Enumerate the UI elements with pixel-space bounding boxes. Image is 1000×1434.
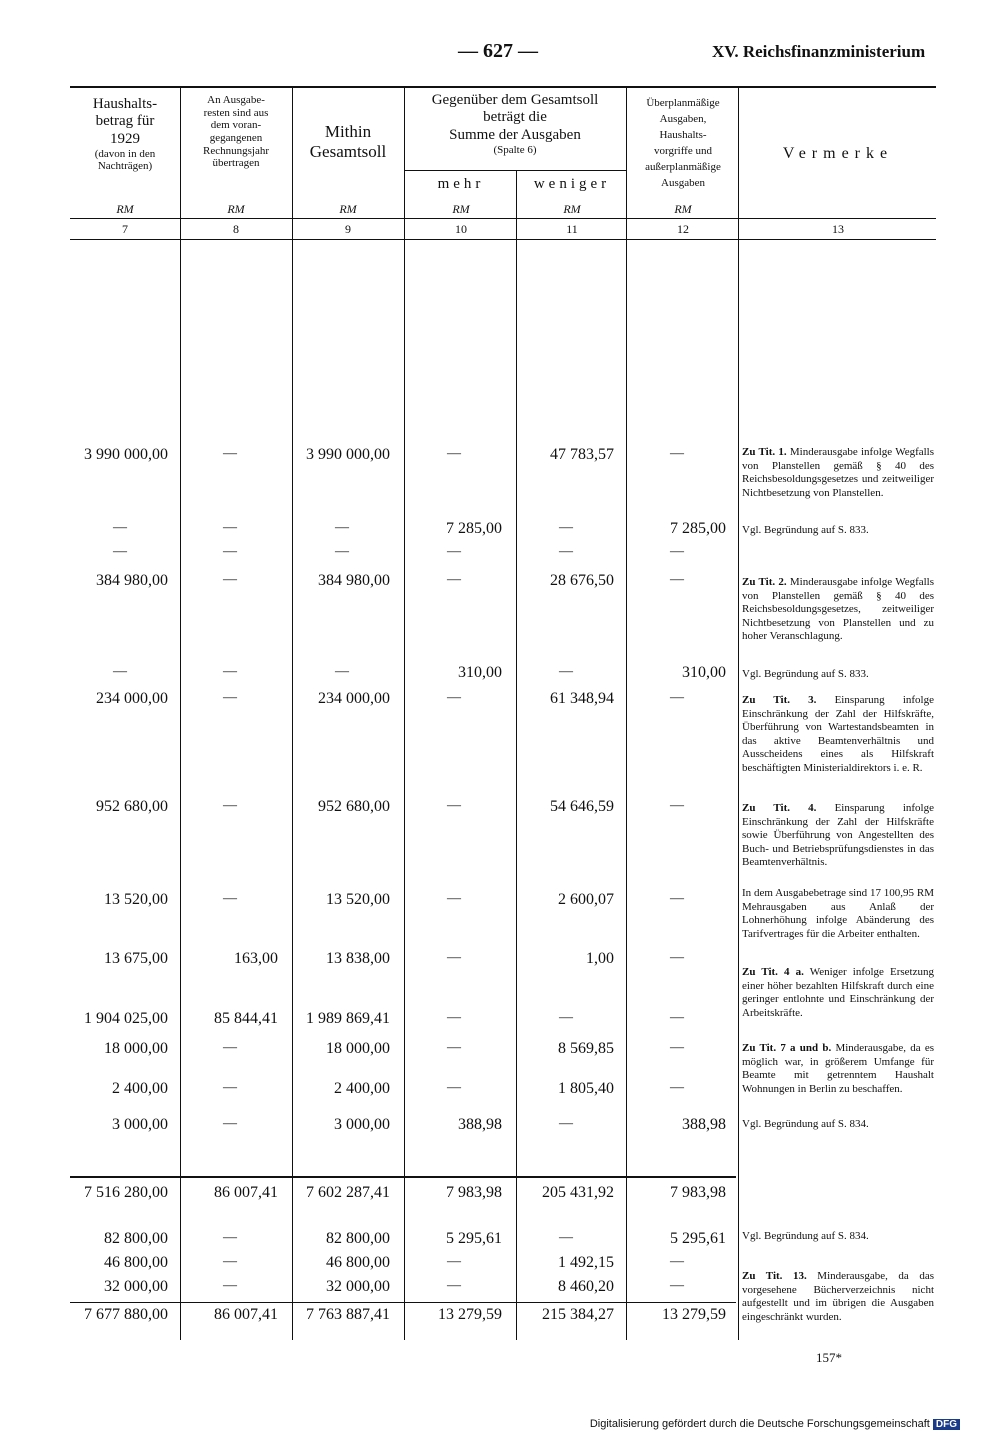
cell-col9: 952 680,00: [318, 798, 390, 815]
remark-note: [742, 1118, 934, 1132]
cell-col10: —: [447, 798, 461, 813]
header-col12: Überplanmäßige Ausgaben, Haushalts- vorgriffe und außerplanmäßige Ausgaben: [645, 97, 721, 189]
cell-col8: —: [223, 572, 237, 587]
cell-col11: 1 805,40: [558, 1080, 614, 1097]
remark-lead: Zu Tit. 4 a.: [742, 966, 804, 978]
cell-col11: —: [559, 1230, 573, 1245]
cell-col9: 18 000,00: [326, 1040, 390, 1057]
header-col11: weniger: [533, 176, 611, 192]
col-divider: [516, 170, 517, 1340]
cell-col9: 46 800,00: [326, 1254, 390, 1271]
unit-label: RM: [227, 202, 245, 216]
cell-col10: —: [447, 572, 461, 587]
cell-col8: —: [223, 1080, 237, 1095]
remark-note: [742, 694, 934, 775]
colno-rule: [70, 239, 936, 240]
remark-note: [742, 668, 934, 682]
header-col13: Vermerke: [782, 145, 894, 162]
cell-col7: 384 980,00: [96, 572, 168, 589]
column-number: 12: [677, 222, 689, 236]
cell-col7: 3 990 000,00: [84, 446, 168, 463]
top-rule: [70, 86, 936, 88]
cell-col12: 13 279,59: [662, 1306, 726, 1323]
cell-col8: —: [223, 798, 237, 813]
cell-col9: 7 763 887,41: [306, 1306, 390, 1323]
unit-label: RM: [452, 202, 470, 216]
cell-col7: 7 677 880,00: [84, 1306, 168, 1323]
cell-col8: 85 844,41: [214, 1010, 278, 1027]
remark-note: [742, 524, 934, 538]
cell-col9: 3 000,00: [334, 1116, 390, 1133]
cell-col10: —: [447, 1040, 461, 1055]
remark-lead: Zu Tit. 13.: [742, 1270, 807, 1282]
cell-col9: 13 838,00: [326, 950, 390, 967]
cell-col8: 163,00: [234, 950, 278, 967]
remark-note: [742, 802, 934, 870]
cell-col11: 1,00: [586, 950, 614, 967]
cell-col9: 384 980,00: [318, 572, 390, 589]
cell-col11: —: [559, 544, 573, 559]
remark-lead: Zu Tit. 2.: [742, 576, 787, 588]
dfg-logo: DFG: [933, 1419, 960, 1430]
cell-col12: 7 983,98: [670, 1184, 726, 1201]
page-number: — 627 —: [458, 40, 538, 62]
page-mark: 157*: [816, 1350, 842, 1365]
col-divider: [292, 86, 293, 1340]
cell-col7: 1 904 025,00: [84, 1010, 168, 1027]
cell-col10: —: [447, 891, 461, 906]
col-divider: [626, 86, 627, 1340]
column-number: 13: [832, 222, 844, 236]
unit-label: RM: [674, 202, 692, 216]
cell-col12: —: [670, 798, 684, 813]
cell-col11: 8 569,85: [558, 1040, 614, 1057]
header-rule: [70, 218, 936, 219]
cell-col12: —: [670, 950, 684, 965]
remark-text: Vgl. Begründung auf S. 834.: [742, 1230, 869, 1242]
cell-col7: —: [113, 520, 127, 535]
cell-col11: 1 492,15: [558, 1254, 614, 1271]
cell-col7: 952 680,00: [96, 798, 168, 815]
cell-col8: —: [223, 446, 237, 461]
cell-col11: 54 646,59: [550, 798, 614, 815]
cell-col11: 61 348,94: [550, 690, 614, 707]
sum-rule: [70, 1176, 736, 1178]
section-title: XV. Reichsfinanzministerium: [712, 42, 926, 61]
cell-col8: —: [223, 1278, 237, 1293]
remark-text: Einsparung infolge Einschränkung der Zahl der Hilfskräfte sowie Überführung von Angestellten des Buch- und Betriebsprüfungsdienstes in das Beamtenverhältnis.: [742, 802, 934, 868]
cell-col11: 2 600,07: [558, 891, 614, 908]
cell-col9: 2 400,00: [334, 1080, 390, 1097]
remark-text: Vgl. Begründung auf S. 833.: [742, 524, 869, 536]
remark-lead: Zu Tit. 3.: [742, 694, 817, 706]
cell-col11: 28 676,50: [550, 572, 614, 589]
cell-col7: —: [113, 544, 127, 559]
cell-col8: —: [223, 690, 237, 705]
cell-col12: 310,00: [682, 664, 726, 681]
cell-col8: —: [223, 544, 237, 559]
unit-label: RM: [563, 202, 581, 216]
remark-note: [742, 576, 934, 644]
header-col9: Mithin Gesamtsoll: [309, 122, 387, 161]
cell-col11: 205 431,92: [542, 1184, 614, 1201]
cell-col8: —: [223, 664, 237, 679]
cell-col12: —: [670, 1010, 684, 1025]
cell-col8: —: [223, 520, 237, 535]
header-col8: An Ausgabe- resten sind aus dem voran- gegangenen Rechnungsjahr übertragen: [203, 94, 269, 170]
cell-col12: 388,98: [682, 1116, 726, 1133]
cell-col10: 7 285,00: [446, 520, 502, 537]
column-number: 8: [233, 222, 239, 236]
col-divider: [404, 86, 405, 1340]
cell-col10: —: [447, 690, 461, 705]
remark-text: Minderausgabe, da es möglich war, in größerem Umfange für Beamte mit getrenntem Haushalt Wohnungen in Berlin zu beschaffen.: [742, 1042, 935, 1095]
remark-note: [742, 966, 934, 1020]
remark-text: Vgl. Begründung auf S. 833.: [742, 668, 869, 680]
column-number: 10: [455, 222, 467, 236]
remark-text: Minderausgabe, da das vorgesehene Bücherverzeichnis nicht aufgestellt und im übrigen die Ausgaben eingeschränkt wurden.: [742, 1270, 935, 1323]
cell-col12: —: [670, 1040, 684, 1055]
cell-col9: 13 520,00: [326, 891, 390, 908]
remark-note: [742, 1270, 934, 1324]
cell-col9: —: [335, 664, 349, 679]
cell-col11: 47 783,57: [550, 446, 614, 463]
cell-col7: 13 520,00: [104, 891, 168, 908]
cell-col7: 13 675,00: [104, 950, 168, 967]
cell-col12: —: [670, 1254, 684, 1269]
cell-col9: 7 602 287,41: [306, 1184, 390, 1201]
header-col10-11: Gegenüber dem Gesamtsoll beträgt die Summe der Ausgaben (Spalte 6): [431, 92, 599, 156]
subheader-rule: [404, 170, 626, 171]
cell-col7: 32 000,00: [104, 1278, 168, 1295]
cell-col12: —: [670, 1080, 684, 1095]
cell-col10: 7 983,98: [446, 1184, 502, 1201]
cell-col10: —: [447, 1254, 461, 1269]
remark-lead: Zu Tit. 4.: [742, 802, 817, 814]
column-number: 9: [345, 222, 351, 236]
remark-note: [742, 1230, 934, 1244]
cell-col8: 86 007,41: [214, 1306, 278, 1323]
footer: [590, 1418, 960, 1430]
cell-col9: 3 990 000,00: [306, 446, 390, 463]
remark-text: Weniger infolge Ersetzung einer höher bezahlten Hilfskraft durch eine geringer entlohnte und Einschränkung der Arbeitskräfte.: [742, 966, 934, 1019]
cell-col7: 46 800,00: [104, 1254, 168, 1271]
cell-col10: —: [447, 1080, 461, 1095]
cell-col11: 8 460,20: [558, 1278, 614, 1295]
cell-col10: —: [447, 1278, 461, 1293]
cell-col9: 1 989 869,41: [306, 1010, 390, 1027]
cell-col10: —: [447, 1010, 461, 1025]
cell-col7: 7 516 280,00: [84, 1184, 168, 1201]
cell-col12: —: [670, 446, 684, 461]
cell-col8: —: [223, 891, 237, 906]
column-number: 7: [122, 222, 128, 236]
cell-col10: 388,98: [458, 1116, 502, 1133]
cell-col8: —: [223, 1116, 237, 1131]
footer-text: Digitalisierung gefördert durch die Deutsche Forschungsgemeinschaft: [589, 1418, 930, 1430]
cell-col10: —: [447, 950, 461, 965]
cell-col8: —: [223, 1254, 237, 1269]
remark-note: [742, 446, 934, 500]
cell-col11: —: [559, 520, 573, 535]
cell-col7: —: [113, 664, 127, 679]
cell-col12: —: [670, 891, 684, 906]
remark-note: [742, 1042, 934, 1096]
cell-col12: 7 285,00: [670, 520, 726, 537]
cell-col12: —: [670, 544, 684, 559]
unit-label: RM: [116, 202, 134, 216]
remark-lead: Zu Tit. 1.: [742, 446, 787, 458]
cell-col12: 5 295,61: [670, 1230, 726, 1247]
cell-col10: 310,00: [458, 664, 502, 681]
cell-col12: —: [670, 690, 684, 705]
cell-col9: —: [335, 520, 349, 535]
col-divider: [180, 86, 181, 1340]
cell-col7: 18 000,00: [104, 1040, 168, 1057]
cell-col9: 32 000,00: [326, 1278, 390, 1295]
remark-note: [742, 887, 934, 941]
remark-text: Vgl. Begründung auf S. 834.: [742, 1118, 869, 1130]
remark-lead: Zu Tit. 7 a und b.: [742, 1042, 832, 1054]
cell-col7: 3 000,00: [112, 1116, 168, 1133]
cell-col12: —: [670, 572, 684, 587]
cell-col12: —: [670, 1278, 684, 1293]
remark-text: Minderausgabe infolge Wegfalls von Planstellen gemäß § 40 des Reichsbesoldungsgesetzes, zeitweiliger Nichtbesetzung von Planstellen und zu hoher Veranschlagung.: [742, 576, 935, 642]
unit-label: RM: [339, 202, 357, 216]
remark-text: Minderausgabe infolge Wegfalls von Planstellen gemäß § 40 des Reichsbesoldungsgesetzes und zeitweiliger Nichtbesetzung von Planstellen.: [742, 446, 935, 499]
remark-text: In dem Ausgabebetrage sind 17 100,95 RM Mehrausgaben aus Anlaß der Lohnerhöhung infolge Abänderung des Tarifvertrages für die Arbeiter enthalten.: [742, 887, 934, 940]
cell-col11: —: [559, 1116, 573, 1131]
cell-col8: —: [223, 1230, 237, 1245]
cell-col11: —: [559, 1010, 573, 1025]
header-col7: Haushalts- betrag für 1929 (davon in den Nachträgen): [92, 96, 158, 173]
total-rule: [70, 1302, 736, 1303]
cell-col9: 82 800,00: [326, 1230, 390, 1247]
remark-text: Einsparung infolge Einschränkung der Zahl der Hilfskräfte, Überführung von Wartestandsbeamten in das aktive Beamtenverhältnis und Ausscheidens eines als Hilfskraft beschäftigten Ministerialdirektors i. e. R.: [742, 694, 934, 774]
cell-col10: —: [447, 544, 461, 559]
cell-col11: —: [559, 664, 573, 679]
cell-col7: 2 400,00: [112, 1080, 168, 1097]
cell-col9: 234 000,00: [318, 690, 390, 707]
cell-col8: 86 007,41: [214, 1184, 278, 1201]
cell-col8: —: [223, 1040, 237, 1055]
col-divider: [738, 86, 739, 1340]
cell-col10: 5 295,61: [446, 1230, 502, 1247]
column-number: 11: [566, 222, 578, 236]
cell-col7: 82 800,00: [104, 1230, 168, 1247]
cell-col10: 13 279,59: [438, 1306, 502, 1323]
header-col10: mehr: [437, 176, 485, 192]
cell-col10: —: [447, 446, 461, 461]
cell-col9: —: [335, 544, 349, 559]
cell-col11: 215 384,27: [542, 1306, 614, 1323]
cell-col7: 234 000,00: [96, 690, 168, 707]
